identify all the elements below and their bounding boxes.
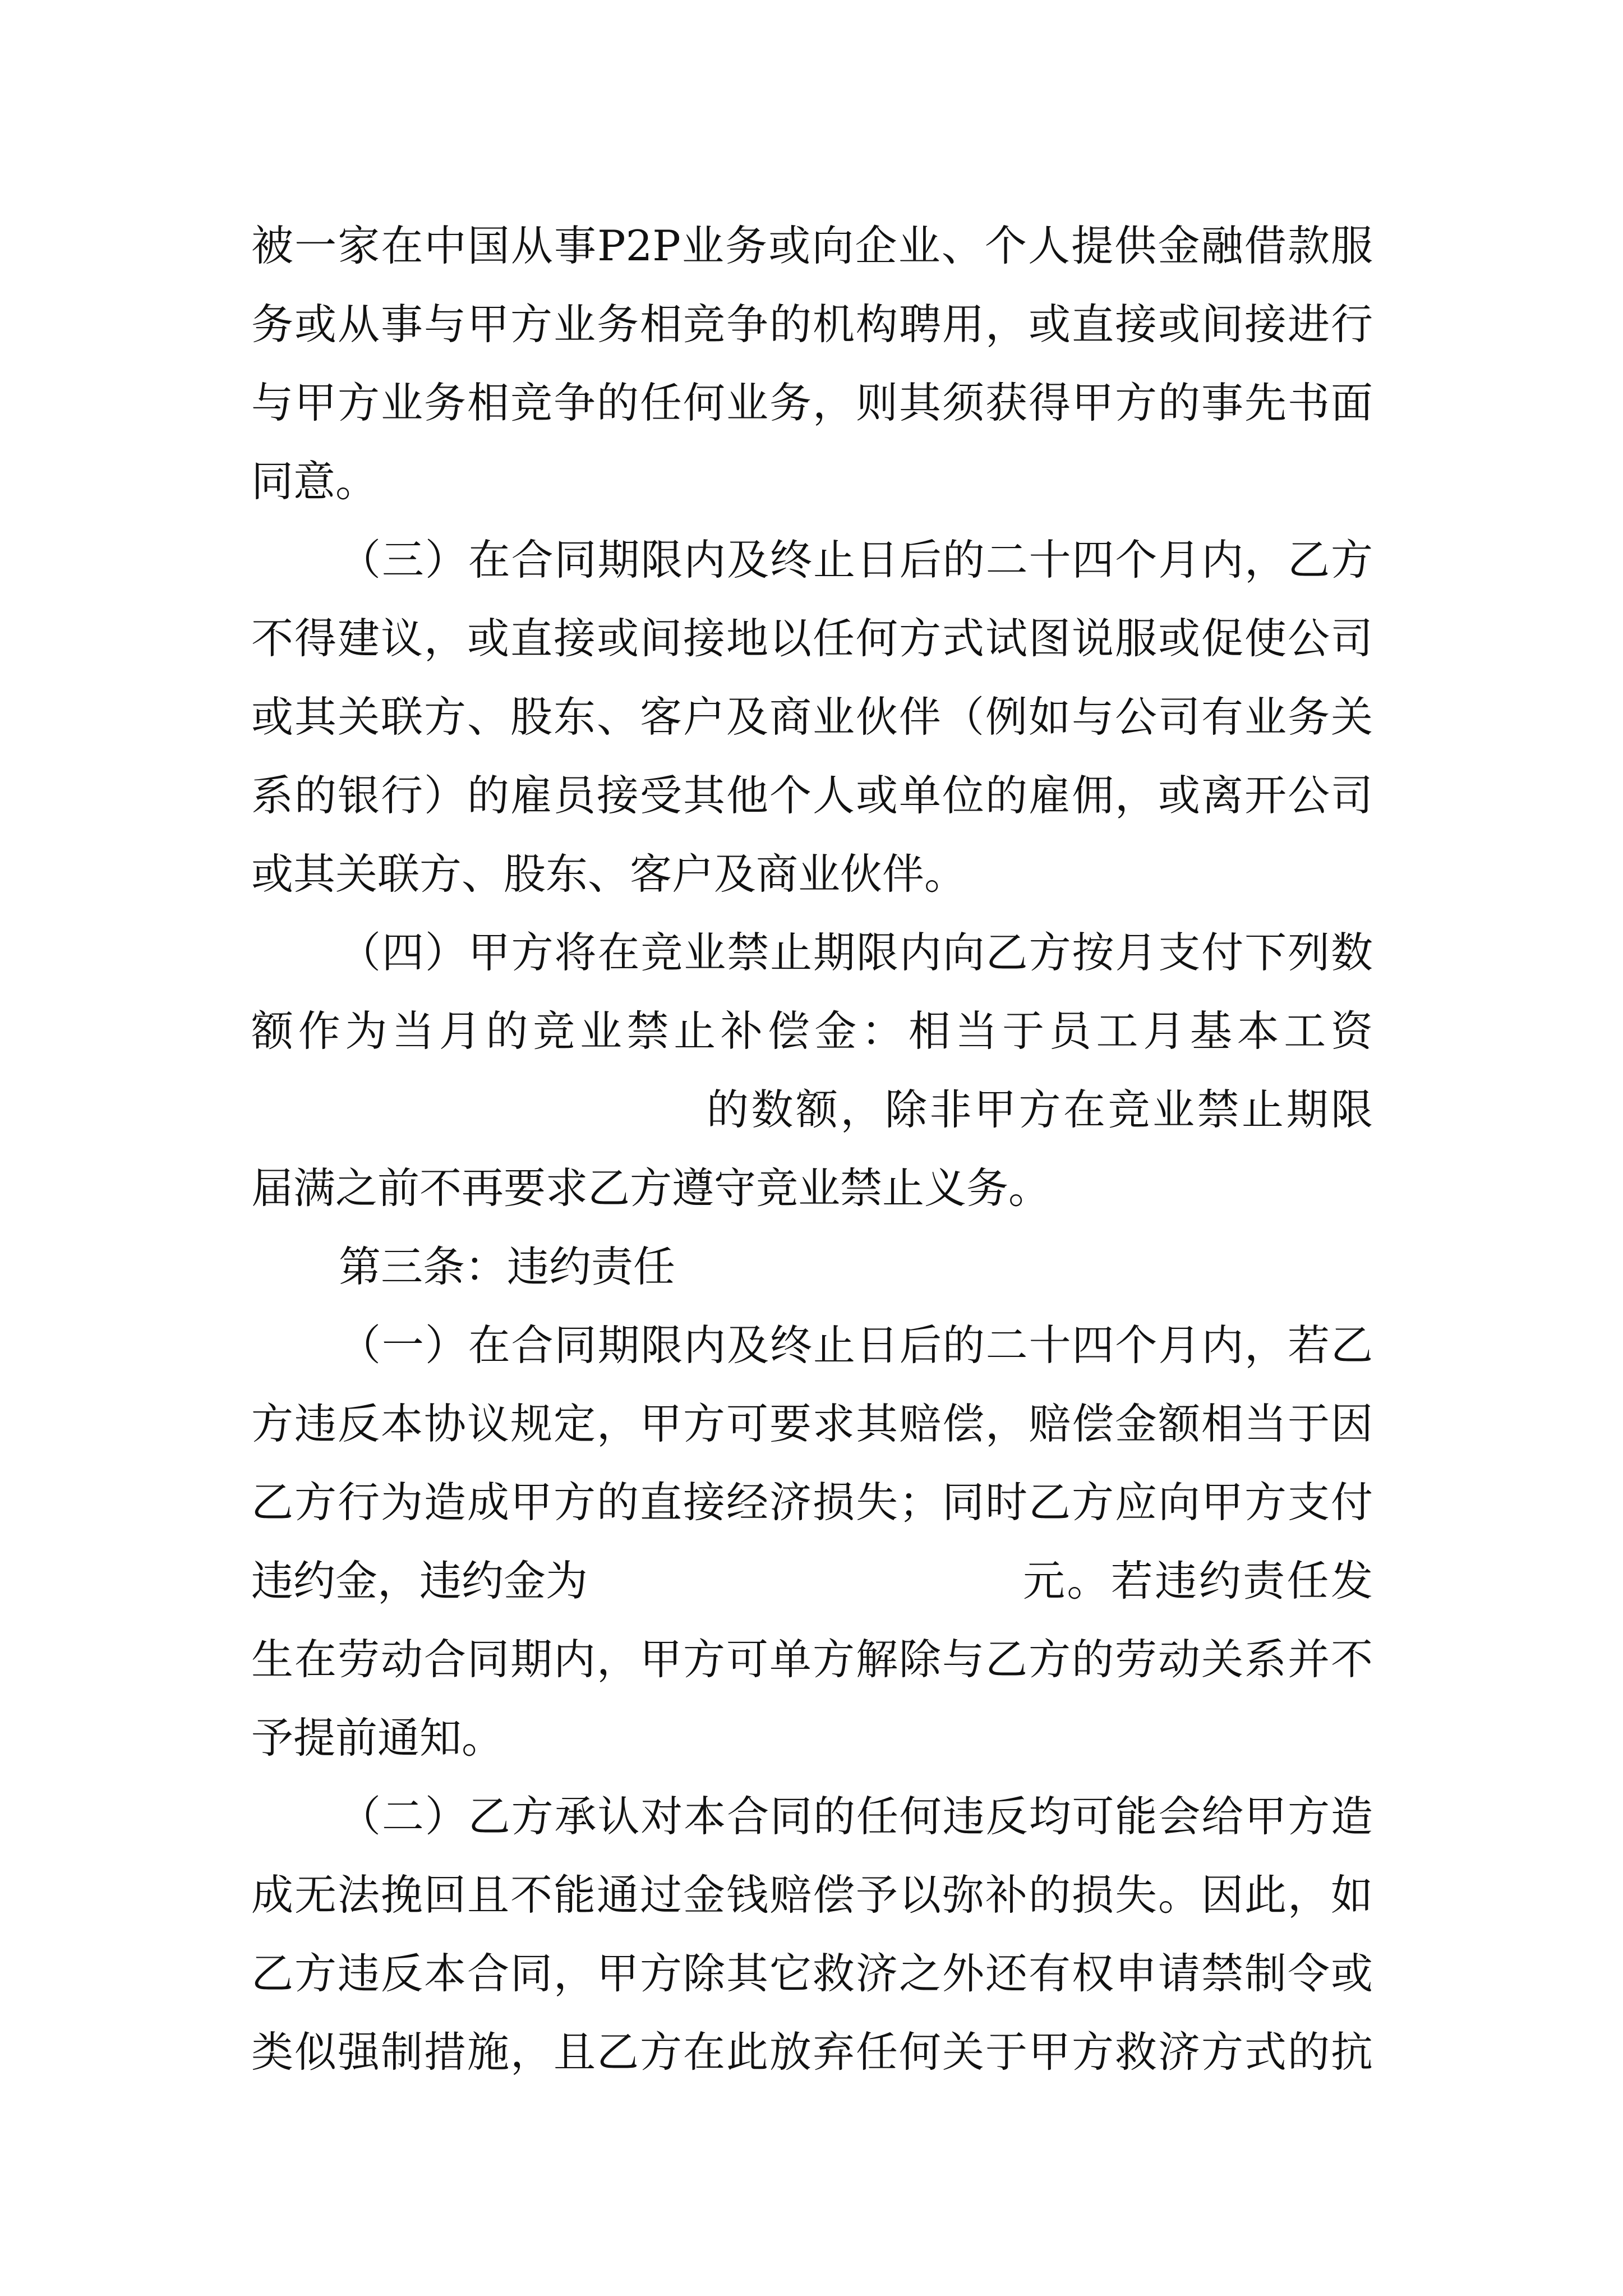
paragraph-line: 与甲方业务相竞争的任何业务，则其须获得甲方的事先书面 (251, 378, 1373, 427)
paragraph-line: 届满之前不再要求乙方遵守竞业禁止义务。 (251, 1163, 1051, 1213)
paragraph-line-with-blank (251, 1542, 1373, 1620)
clause-2-line: （二）乙方承认对本合同的任何违反均可能会给甲方造 (339, 1792, 1373, 1841)
paragraph-line: 的数额，除非甲方在竞业禁止期限 (707, 1085, 1373, 1134)
penalty-label: 违约金，违约金为 (251, 1556, 588, 1605)
paragraph-line: 被一家在中国从事P2P业务或向企业、个人提供金融借款服 (251, 221, 1373, 270)
paragraph-line: 或其关联方、股东、客户及商业伙伴。 (251, 849, 967, 899)
paragraph-line: 乙方行为造成甲方的直接经济损失；同时乙方应向甲方支付 (251, 1478, 1373, 1527)
clause-1-line: （一）在合同期限内及终止日后的二十四个月内，若乙 (339, 1320, 1373, 1370)
paragraph-line: 系的银行）的雇员接受其他个人或单位的雇佣，或离开公司 (251, 771, 1373, 820)
paragraph-line: 方违反本协议规定，甲方可要求其赔偿，赔偿金额相当于因 (251, 1399, 1373, 1448)
paragraph-line: 不得建议，或直接或间接地以任何方式试图说服或促使公司 (251, 614, 1373, 663)
paragraph-line: 成无法挽回且不能通过金钱赔偿予以弥补的损失。因此，如 (251, 1870, 1373, 1920)
paragraph-line: 额作为当月的竞业禁止补偿金：相当于员工月基本工资 (251, 1006, 1373, 1056)
paragraph-line: 或其关联方、股东、客户及商业伙伴（例如与公司有业务关 (251, 692, 1373, 742)
clause-3-line: （三）在合同期限内及终止日后的二十四个月内，乙方 (339, 535, 1373, 585)
paragraph-line: 务或从事与甲方业务相竞争的机构聘用，或直接或间接进行 (251, 300, 1373, 349)
clause-4-line: （四）甲方将在竞业禁止期限内向乙方按月支付下列数 (339, 928, 1373, 977)
paragraph-line: 乙方违反本合同，甲方除其它救济之外还有权申请禁制令或 (251, 1949, 1373, 1998)
paragraph-line: 生在劳动合同期内，甲方可单方解除与乙方的劳动关系并不 (251, 1635, 1373, 1684)
section-heading: 第三条：违约责任 (339, 1242, 676, 1291)
paragraph-line: 同意。 (251, 457, 378, 506)
paragraph-line: 予提前通知。 (251, 1713, 504, 1763)
paragraph-line: 类似强制措施，且乙方在此放弃任何关于甲方救济方式的抗 (251, 2027, 1373, 2077)
penalty-suffix: 元。若违约责任发 (1023, 1556, 1373, 1605)
